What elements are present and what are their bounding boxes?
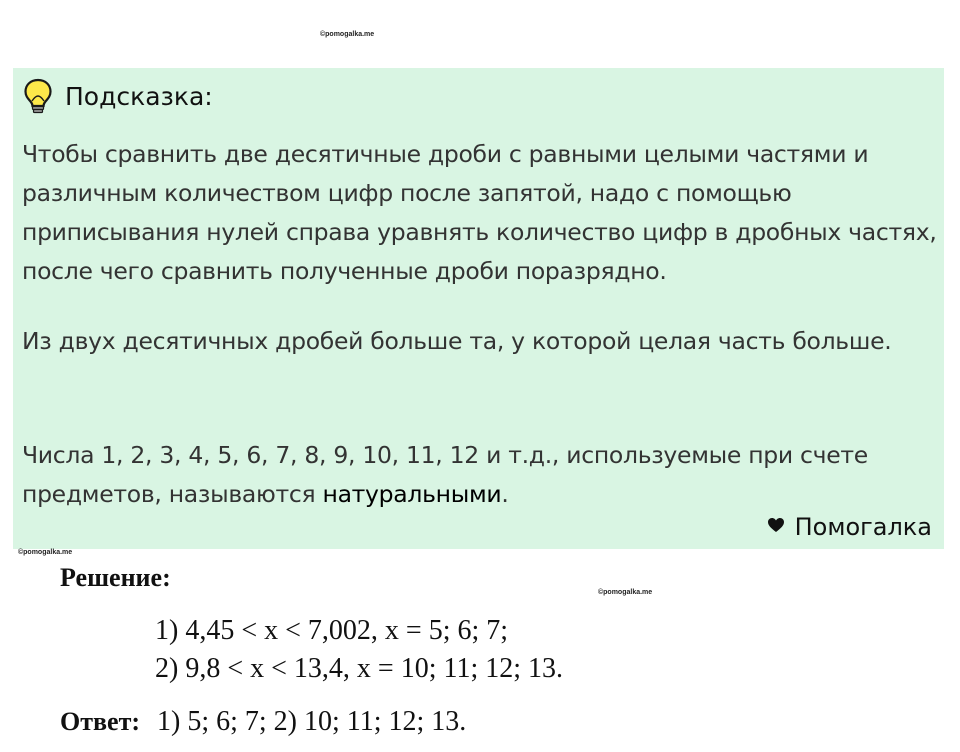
- solution-line-2: 2) 9,8 < x < 13,4, x = 10; 11; 12; 13.: [155, 653, 563, 684]
- hint-paragraph-3-bold: натуральными: [322, 480, 502, 508]
- answer-label: Ответ:: [60, 707, 141, 736]
- hint-paragraph-2: Из двух десятичных дробей больше та, у которой целая часть больше.: [22, 327, 892, 355]
- lightbulb-icon: [23, 78, 53, 114]
- heart-icon: [767, 517, 785, 533]
- hint-paragraph-3-end: .: [501, 480, 509, 508]
- solution-title: Решение:: [60, 563, 171, 592]
- credit-label: Помогалка: [794, 513, 932, 541]
- hint-header: [23, 78, 213, 114]
- hint-title: Подсказка:: [65, 81, 213, 111]
- hint-paragraph-3-start: Числа 1, 2, 3, 4, 5, 6, 7, 8, 9, 10, 11, 12 и т.д., используемые при счете предметов, называются: [22, 441, 868, 508]
- watermark-mid-right: ©pomogalka.me: [598, 589, 653, 596]
- credit: [767, 513, 932, 541]
- answer: [60, 706, 466, 738]
- hint-box: [13, 68, 944, 549]
- hint-paragraph-1: Чтобы сравнить две десятичные дроби с равными целыми частями и различным количеством цифр после запятой, надо с помощью приписывания нулей справа уравнять количество цифр в дробных частях, после чего сравнить полученные дроби поразрядно.: [22, 140, 937, 285]
- watermark-top: ©pomogalka.me: [320, 31, 375, 38]
- answer-text: 1) 5; 6; 7; 2) 10; 11; 12; 13.: [157, 706, 467, 737]
- hint-paragraph-3: [22, 436, 937, 514]
- watermark-mid-left: ©pomogalka.me: [18, 549, 73, 556]
- solution-line-1: 1) 4,45 < x < 7,002, x = 5; 6; 7;: [155, 615, 509, 646]
